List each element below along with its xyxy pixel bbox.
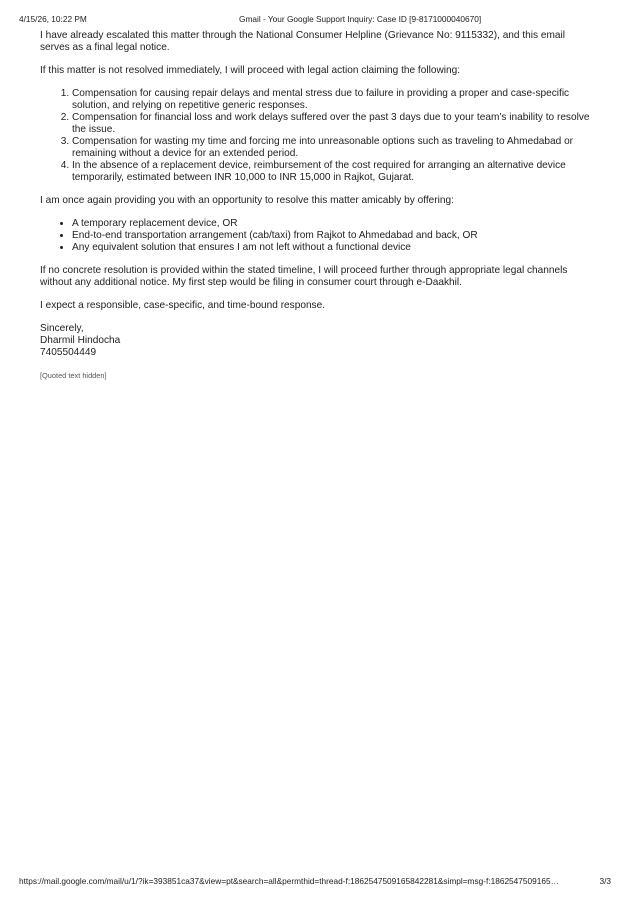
claim-item: 1. Compensation for causing repair delays and mental stress due to failure in providing a proper and case-specific solution, and relying on repetitive generic responses.	[72, 88, 590, 112]
offer-item: • End-to-end transportation arrangement (cab/taxi) from Rajkot to Ahmedabad and back, OR	[72, 230, 590, 242]
page-number: 3/3	[599, 876, 611, 886]
expectation-paragraph: I expect a responsible, case-specific, and time-bound response.	[40, 300, 326, 311]
print-datetime: 4/15/26, 10:22 PM	[19, 14, 87, 24]
offers-list	[40, 218, 590, 254]
offer-item: • Any equivalent solution that ensures I am not left without a functional device	[72, 242, 590, 254]
claims-list	[40, 88, 590, 184]
legal-action-paragraph: If this matter is not resolved immediately, I will proceed with legal action claiming the following:	[40, 65, 461, 76]
offer-item: • A temporary replacement device, OR	[72, 218, 590, 230]
signature-name: Dharmil Hindocha	[40, 335, 121, 346]
quoted-text-hidden[interactable]: [Quoted text hidden]	[40, 371, 107, 380]
escalation-paragraph: I have already escalated this matter through the National Consumer Helpline (Grievance No: 9115332), and this email serves as a final legal notice.	[40, 30, 565, 53]
print-page-title: Gmail - Your Google Support Inquiry: Case ID [9-8171000040670]	[239, 14, 482, 24]
signature-phone: 7405504449	[40, 347, 97, 358]
signature-closing: Sincerely,	[40, 323, 84, 334]
print-url: https://mail.google.com/mail/u/1/?ik=393851ca37&view=pt&search=all&permthid=thread-f:1862547509165842281&simpl=msg-f:1862547509165…	[19, 876, 559, 886]
email-body	[40, 30, 590, 382]
opportunity-paragraph: I am once again providing you with an opportunity to resolve this matter amicably by offering:	[40, 195, 454, 206]
resolution-paragraph: If no concrete resolution is provided within the stated timeline, I will proceed further through appropriate legal channels without any additional notice. My first step would be filing in consumer court through e-Daakhil.	[40, 265, 568, 288]
signature	[40, 323, 590, 359]
claim-item: 3. Compensation for wasting my time and forcing me into unreasonable options such as traveling to Ahmedabad or remaining without a device for an extended period.	[72, 136, 590, 160]
print-footer	[19, 876, 611, 888]
print-header	[19, 14, 611, 26]
claim-item: 4. In the absence of a replacement device, reimbursement of the cost required for arranging an alternative device temporarily, estimated between INR 10,000 to INR 15,000 in Rajkot, Gujarat.	[72, 160, 590, 184]
claim-item: 2. Compensation for financial loss and work delays suffered over the past 3 days due to your team’s inability to resolve the issue.	[72, 112, 590, 136]
